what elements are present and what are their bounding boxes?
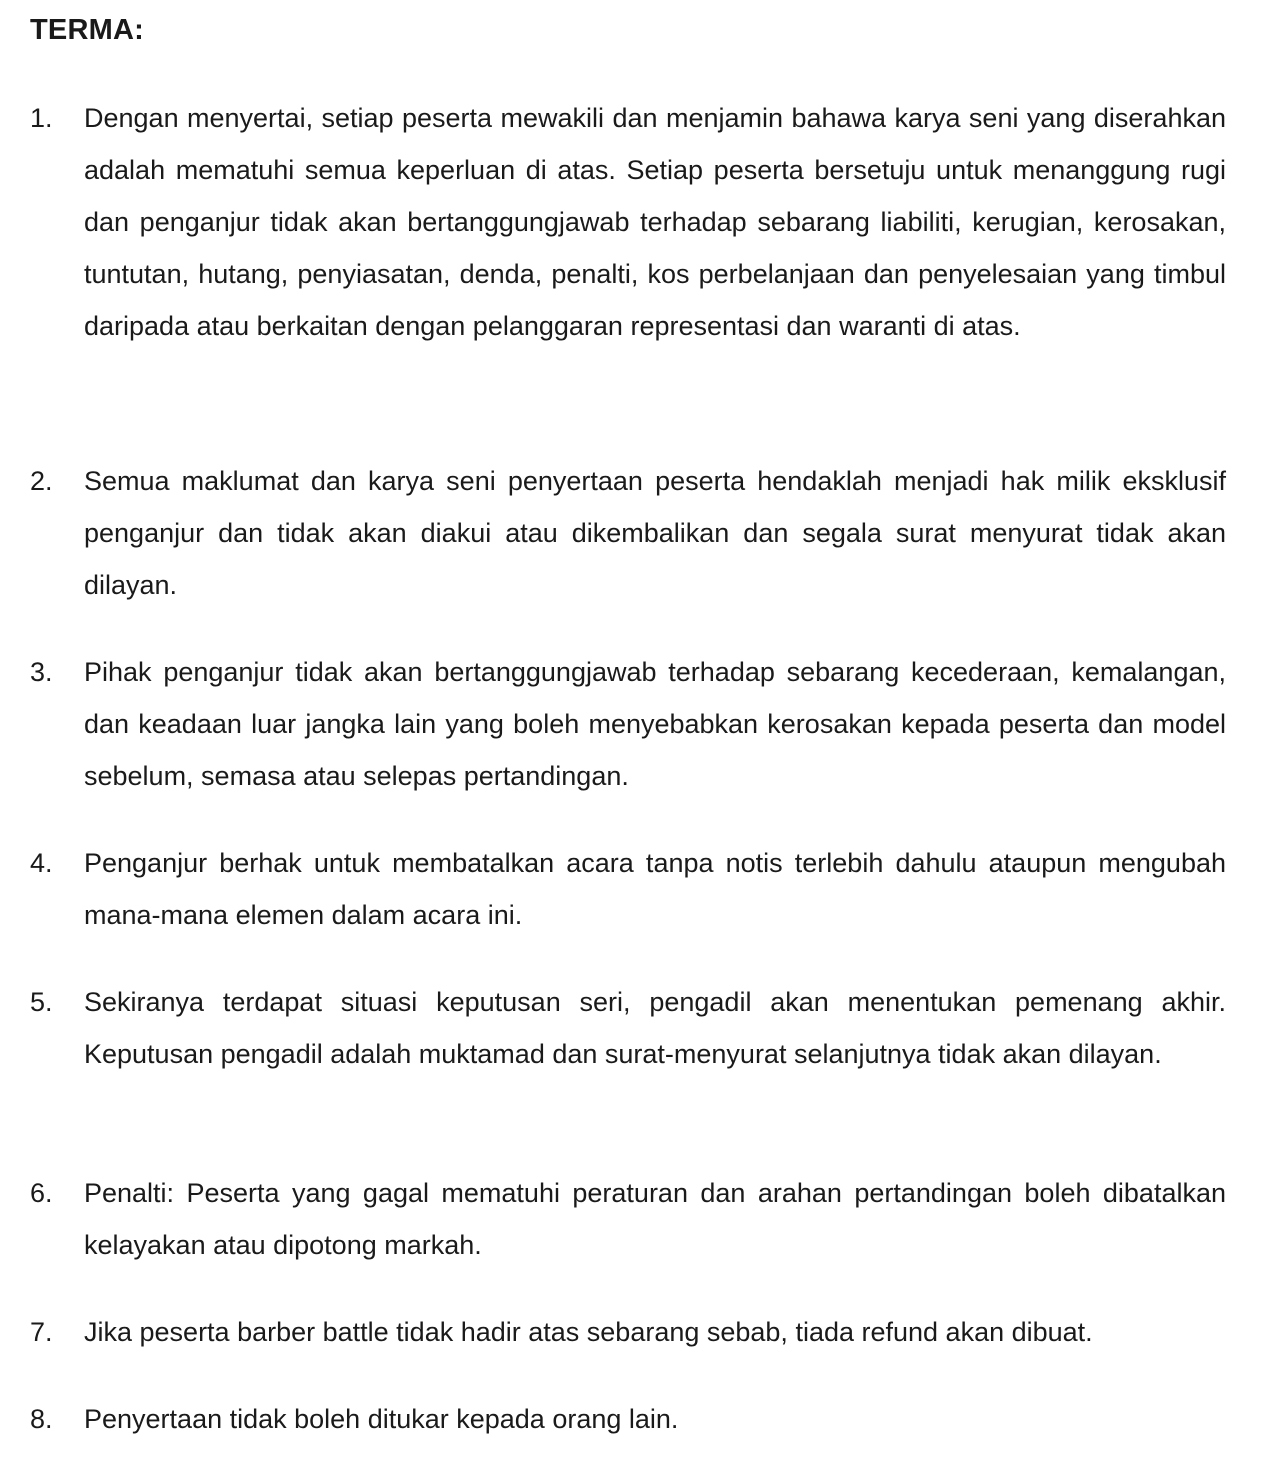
term-text: Semua maklumat dan karya seni penyertaan peserta hendaklah menjadi hak milik eksklusif penganjur dan tidak akan diakui atau dikembalikan dan segala surat menyurat tidak akan dilayan. xyxy=(84,466,1226,600)
page-heading: TERMA: xyxy=(30,14,144,46)
term-number: 5. xyxy=(30,987,53,1017)
term-text: Sekiranya terdapat situasi keputusan seri, pengadil akan menentukan pemenang akhir. Keputusan pengadil adalah muktamad dan surat-menyurat selanjutnya tidak akan dilayan. xyxy=(84,987,1226,1069)
term-number: 8. xyxy=(30,1404,53,1434)
term-text: Dengan menyertai, setiap peserta mewakili dan menjamin bahawa karya seni yang diserahkan adalah mematuhi semua keperluan di atas. Setiap peserta bersetuju untuk menanggung rugi dan penganjur tidak akan bertanggungjawab terhadap sebarang liabiliti, kerugian, kerosakan, tuntutan, hutang, penyiasatan, denda, penalti, kos perbelanjaan dan penyelesaian yang timbul daripada atau berkaitan dengan pelanggaran representasi dan waranti di atas. xyxy=(84,103,1226,341)
term-text: Penyertaan tidak boleh ditukar kepada orang lain. xyxy=(84,1404,679,1434)
term-number: 7. xyxy=(30,1317,53,1347)
term-text: Penalti: Peserta yang gagal mematuhi peraturan dan arahan pertandingan boleh dibatalkan kelayakan atau dipotong markah. xyxy=(84,1178,1226,1260)
term-number: 1. xyxy=(30,103,53,133)
term-number: 3. xyxy=(30,657,53,687)
term-text: Pihak penganjur tidak akan bertanggungjawab terhadap sebarang kecederaan, kemalangan, dan keadaan luar jangka lain yang boleh menyebabkan kerosakan kepada peserta dan model sebelum, semasa atau selepas pertandingan. xyxy=(84,657,1226,791)
term-text: Penganjur berhak untuk membatalkan acara tanpa notis terlebih dahulu ataupun mengubah mana-mana elemen dalam acara ini. xyxy=(84,848,1226,930)
term-number: 6. xyxy=(30,1178,53,1208)
term-text: Jika peserta barber battle tidak hadir atas sebarang sebab, tiada refund akan dibuat. xyxy=(84,1317,1093,1347)
term-number: 4. xyxy=(30,848,53,878)
term-number: 2. xyxy=(30,466,53,496)
